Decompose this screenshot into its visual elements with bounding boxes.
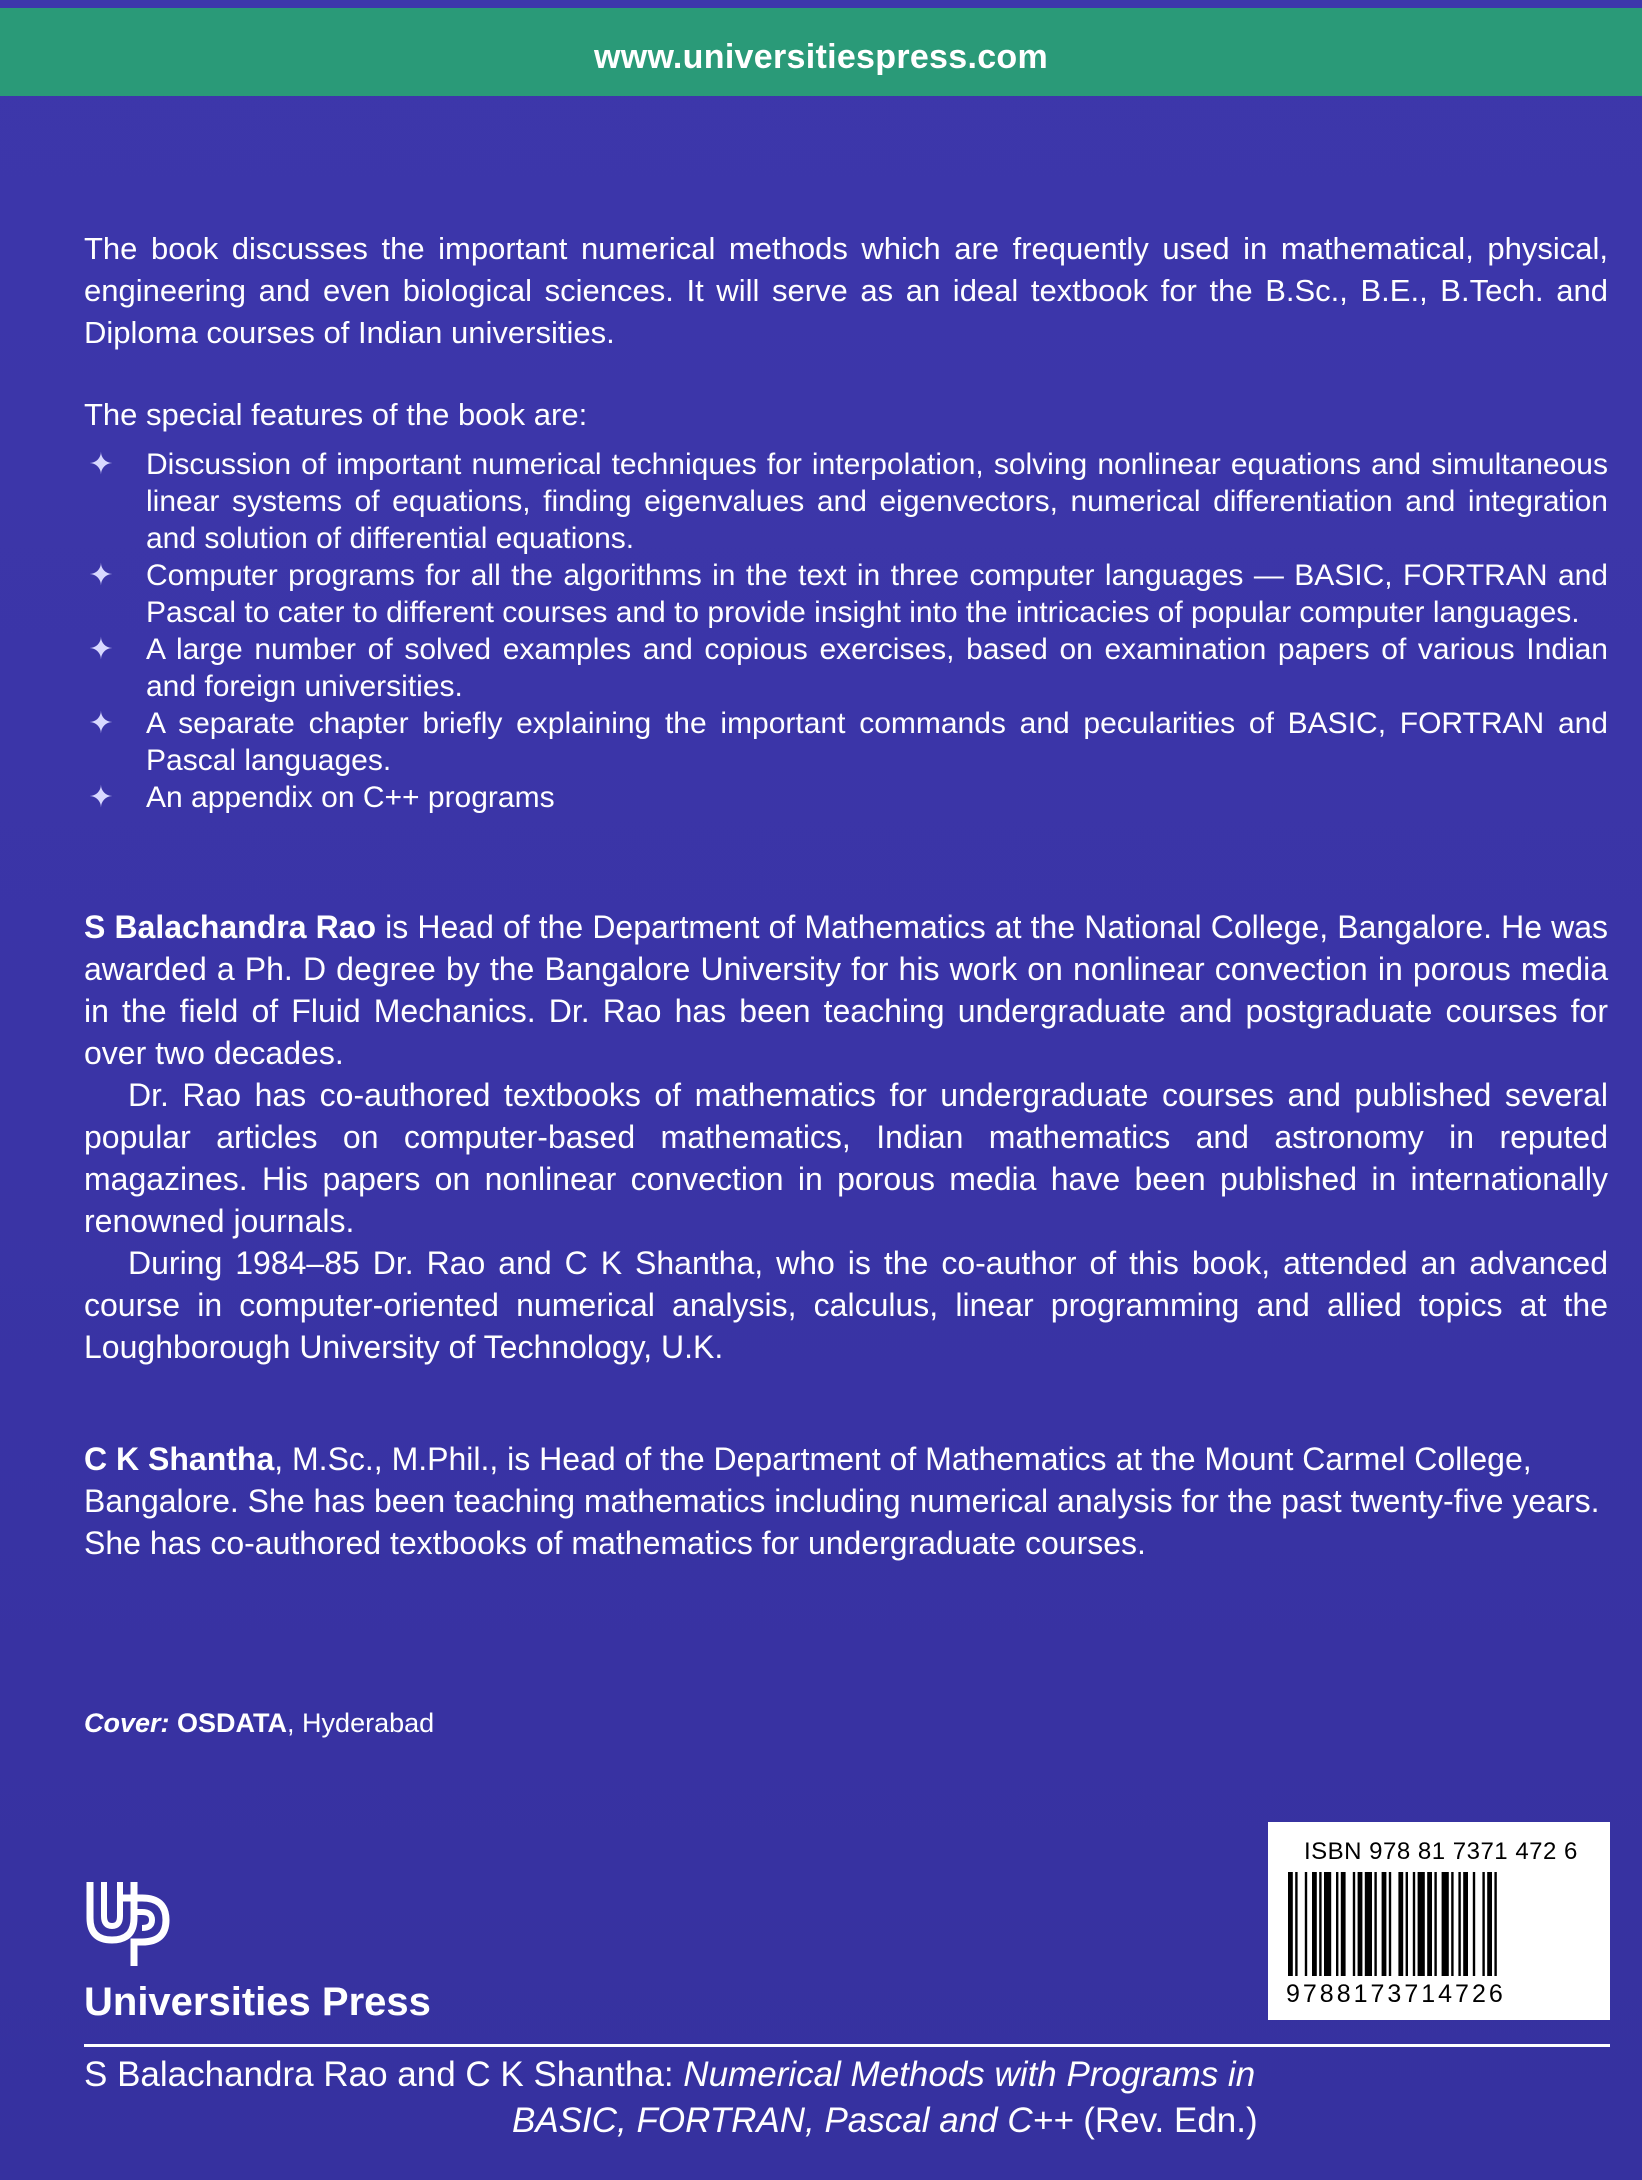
barcode-bar	[1427, 1872, 1432, 1976]
publisher-url[interactable]: www.universitiespress.com	[593, 38, 1049, 76]
barcode-bar	[1374, 1872, 1376, 1976]
feature-text: An appendix on C++ programs	[146, 781, 555, 814]
citation-line-1	[84, 2052, 1610, 2098]
citation-title-line-1: Numerical Methods with Programs in	[683, 2055, 1256, 2094]
cover-credit	[84, 1708, 434, 1739]
barcode-bar	[1434, 1872, 1436, 1976]
feature-text: Computer programs for all the algorithms in the text in three computer languages — BASIC, FORTRAN and Pascal to cater to different courses and to provide insight into the intricacies of popular computer languages.	[146, 559, 1608, 629]
barcode-bar	[1382, 1872, 1387, 1976]
barcode-bar	[1442, 1872, 1449, 1976]
barcode-bar	[1389, 1872, 1391, 1976]
barcode-bar	[1487, 1872, 1492, 1976]
footer-divider	[84, 2044, 1610, 2047]
universities-press-logo-icon	[84, 1878, 174, 1975]
barcode-bar	[1319, 1872, 1321, 1976]
barcode-bar	[1288, 1872, 1293, 1976]
barcode-bar	[1305, 1872, 1307, 1976]
book-citation	[84, 2052, 1610, 2144]
rao-publications-paragraph: Dr. Rao has co-authored textbooks of mathematics for undergraduate courses and published several popular articles on computer-based mathematics, Indian mathematics and astronomy in reputed magazines. His papers on nonlinear convection in porous media have been published in internationally renowned journals.	[84, 1077, 1608, 1239]
feature-text: A separate chapter briefly explaining the important commands and pecularities of BASIC, FORTRAN and Pascal languages.	[146, 707, 1608, 777]
barcode-bar	[1451, 1872, 1453, 1976]
feature-text: Discussion of important numerical techniques for interpolation, solving nonlinear equations and simultaneous linear systems of equations, finding eigenvalues and eigenvectors, numerical differentiation and integration and solution of differential equations.	[146, 448, 1608, 555]
rao-bio-paragraph	[84, 906, 1608, 1074]
feature-item	[84, 705, 1608, 779]
four-point-star-icon: ✦	[88, 707, 114, 740]
book-description: The book discusses the important numerical methods which are frequently used in mathematical, physical, engineering and even biological sciences. It will serve as an ideal textbook for the B.Sc., B.E., B.Tech. and Diploma courses of Indian universities.	[84, 231, 1608, 350]
feature-item	[84, 631, 1608, 705]
barcode-bar	[1324, 1872, 1331, 1976]
barcode-bar	[1398, 1872, 1403, 1976]
isbn-barcode	[1268, 1822, 1610, 2020]
barcode-bar	[1413, 1872, 1415, 1976]
author-bio-shantha	[84, 1406, 1608, 1596]
features-heading: The special features of the book are:	[84, 397, 588, 432]
barcode-bar	[1482, 1872, 1484, 1976]
barcode-bar	[1473, 1872, 1475, 1976]
citation-title-line-2: BASIC, FORTRAN, Pascal and C++	[512, 2101, 1074, 2140]
four-point-star-icon: ✦	[88, 448, 114, 481]
barcode-bar	[1336, 1872, 1338, 1976]
barcode-bar	[1365, 1872, 1372, 1976]
barcode-bar	[1341, 1872, 1346, 1976]
features-list	[84, 446, 1608, 816]
shantha-bio-text: , M.Sc., M.Phil., is Head of the Department of Mathematics at the Mount Carmel College, Bangalore. She has been teaching mathematics including numerical analysis for the past twenty-five years. She has co-authored textbooks of mathematics for undergraduate courses.	[84, 1441, 1600, 1561]
barcode-bar	[1458, 1872, 1460, 1976]
header-bar	[0, 0, 1642, 96]
barcode-digits: 9788173714726	[1286, 1980, 1506, 2008]
barcode-bar	[1312, 1872, 1317, 1976]
author-name-shantha: C K Shantha	[84, 1441, 275, 1477]
four-point-star-icon: ✦	[88, 633, 114, 666]
shantha-bio-paragraph	[84, 1438, 1608, 1564]
cover-credit-label: Cover:	[84, 1708, 170, 1738]
citation-line-2	[84, 2098, 1610, 2144]
author-name-rao: S Balachandra Rao	[84, 909, 377, 945]
barcode-bar	[1406, 1872, 1408, 1976]
cover-designer-place: , Hyderabad	[287, 1708, 435, 1738]
four-point-star-icon: ✦	[88, 559, 114, 592]
publisher-name: Universities Press	[84, 1980, 431, 2024]
feature-item	[84, 779, 1608, 816]
feature-text: A large number of solved examples and copious exercises, based on examination papers of various Indian and foreign universities.	[146, 633, 1608, 703]
cover-designer: OSDATA	[177, 1708, 288, 1738]
author-bio-rao	[84, 906, 1608, 1368]
four-point-star-icon: ✦	[88, 781, 114, 814]
barcode-bar	[1463, 1872, 1468, 1976]
feature-item	[84, 557, 1608, 631]
feature-item	[84, 446, 1608, 557]
citation-edition: (Rev. Edn.)	[1073, 2101, 1258, 2140]
barcode-bar	[1353, 1872, 1355, 1976]
isbn-text: ISBN 978 81 7371 472 6	[1304, 1838, 1578, 1865]
barcode-bar	[1358, 1872, 1363, 1976]
rao-bio-text: is Head of the Department of Mathematics at the National College, Bangalore. He was awarded a Ph. D degree by the Bangalore University for his work on nonlinear convection in porous media in the field of Fluid Mechanics. Dr. Rao has been teaching undergraduate and postgraduate courses for over two decades.	[84, 909, 1608, 1071]
barcode-bars	[1282, 1872, 1598, 1976]
barcode-bar	[1418, 1872, 1425, 1976]
barcode-bar	[1494, 1872, 1496, 1976]
citation-authors: S Balachandra Rao and C K Shantha:	[84, 2055, 684, 2094]
barcode-bar	[1295, 1872, 1297, 1976]
rao-course-paragraph: During 1984–85 Dr. Rao and C K Shantha, who is the co-author of this book, attended an advanced course in computer-oriented numerical analysis, calculus, linear programming and allied topics at the Loughborough University of Technology, U.K.	[84, 1245, 1608, 1365]
